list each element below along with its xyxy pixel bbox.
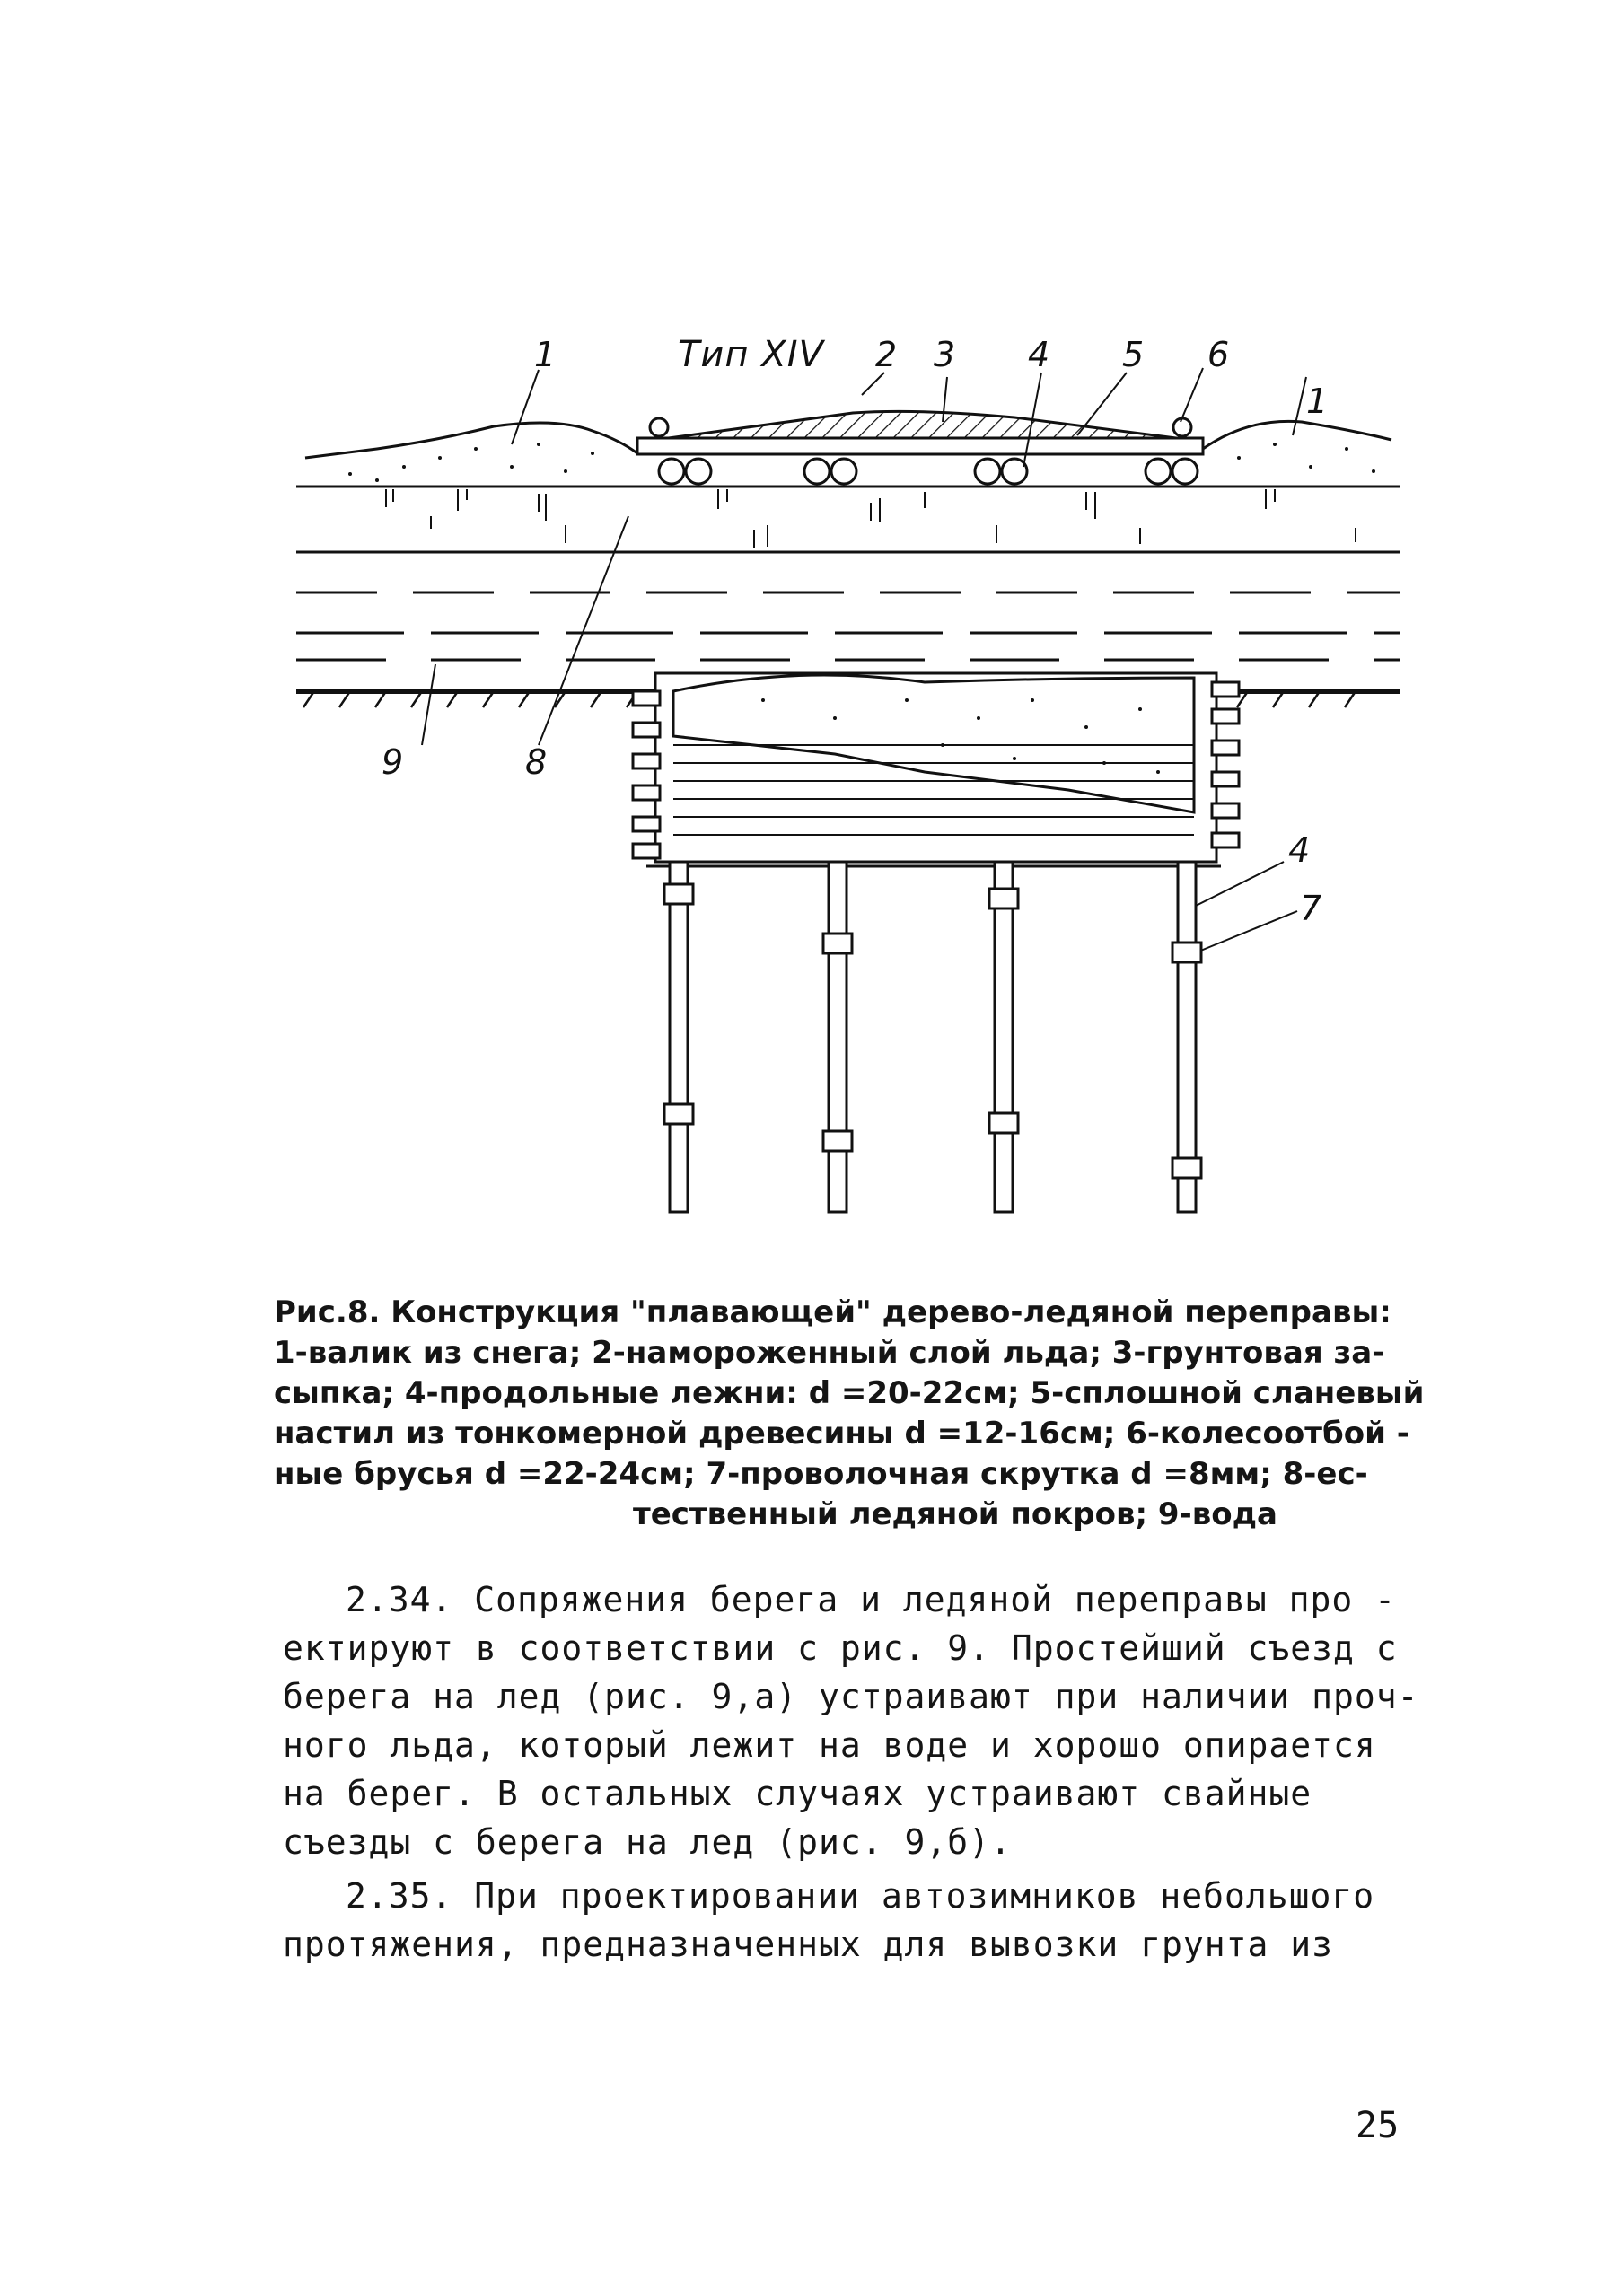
body-text	[283, 1575, 1441, 1969]
paragraph-2-34-line: съезды с берега на лед (рис. 9,б).	[283, 1822, 1012, 1862]
plan-log-2	[823, 862, 852, 1212]
label-4-top: 4	[1028, 335, 1050, 374]
page-number: 25	[1356, 2105, 1400, 2146]
soil-fill-layer	[655, 411, 1176, 440]
snow-roller-left	[305, 423, 637, 458]
figure-type-title: Тип XIV	[678, 334, 824, 375]
caption-line: сыпка; 4-продольные лежни: d =20-22см; 5-сплошной сланевый	[274, 1375, 1425, 1411]
label-6: 6	[1207, 335, 1230, 374]
label-1-right: 1	[1306, 382, 1329, 421]
longitudinal-logs	[659, 459, 1198, 484]
paragraph-2-34-line: на берег. В остальных случаях устраивают свайные	[283, 1774, 1312, 1813]
caption-line: тественный ледяной покров; 9-вода	[633, 1496, 1277, 1532]
plan-log-1	[664, 862, 693, 1212]
wheel-guard-left	[650, 418, 668, 436]
label-9: 9	[382, 742, 404, 782]
plan-log-4	[1172, 862, 1201, 1212]
paragraph-2-35-line: 2.35. При проектировании автозимников небольшого	[346, 1876, 1375, 1916]
paragraph-2-34-line: ектируют в соответствии с рис. 9. Простейший съезд с	[283, 1628, 1398, 1668]
caption-line: 1-валик из снега; 2-намороженный слой льда; 3-грунтовая за-	[274, 1335, 1385, 1371]
caption-line: Рис.8. Конструкция "плавающей" дерево-ледяной переправы:	[274, 1294, 1391, 1330]
label-3: 3	[934, 335, 956, 374]
label-7: 7	[1300, 889, 1322, 928]
label-5: 5	[1122, 335, 1145, 374]
paragraph-2-34-line: 2.34. Сопряжения берега и ледяной переправы про -	[346, 1580, 1397, 1619]
figure-8-drawing	[296, 323, 1400, 1248]
label-2: 2	[875, 335, 898, 374]
decking-board	[637, 438, 1203, 454]
label-1-left: 1	[534, 335, 557, 374]
caption-line: настил из тонкомерной древесины d =12-16см; 6-колесоотбой -	[274, 1416, 1409, 1452]
label-8: 8	[525, 742, 548, 782]
caption-line: ные брусья d =22-24см; 7-проволочная скрутка d =8мм; 8-ес-	[274, 1456, 1368, 1492]
figure-caption	[274, 1293, 1432, 1535]
paragraph-2-34-line: ного льда, который лежит на воде и хорошо опирается	[283, 1725, 1376, 1765]
wheel-guard-right	[1173, 418, 1191, 436]
plan-log-3	[989, 862, 1018, 1212]
snow-roller-right	[1203, 421, 1391, 449]
paragraph-2-34-line: берега на лед (рис. 9,а) устраивают при наличии проч-	[283, 1677, 1419, 1716]
paragraph-2-35-line: протяжения, предназначенных для вывозки грунта из	[283, 1925, 1334, 1964]
label-4-plan: 4	[1288, 830, 1311, 870]
